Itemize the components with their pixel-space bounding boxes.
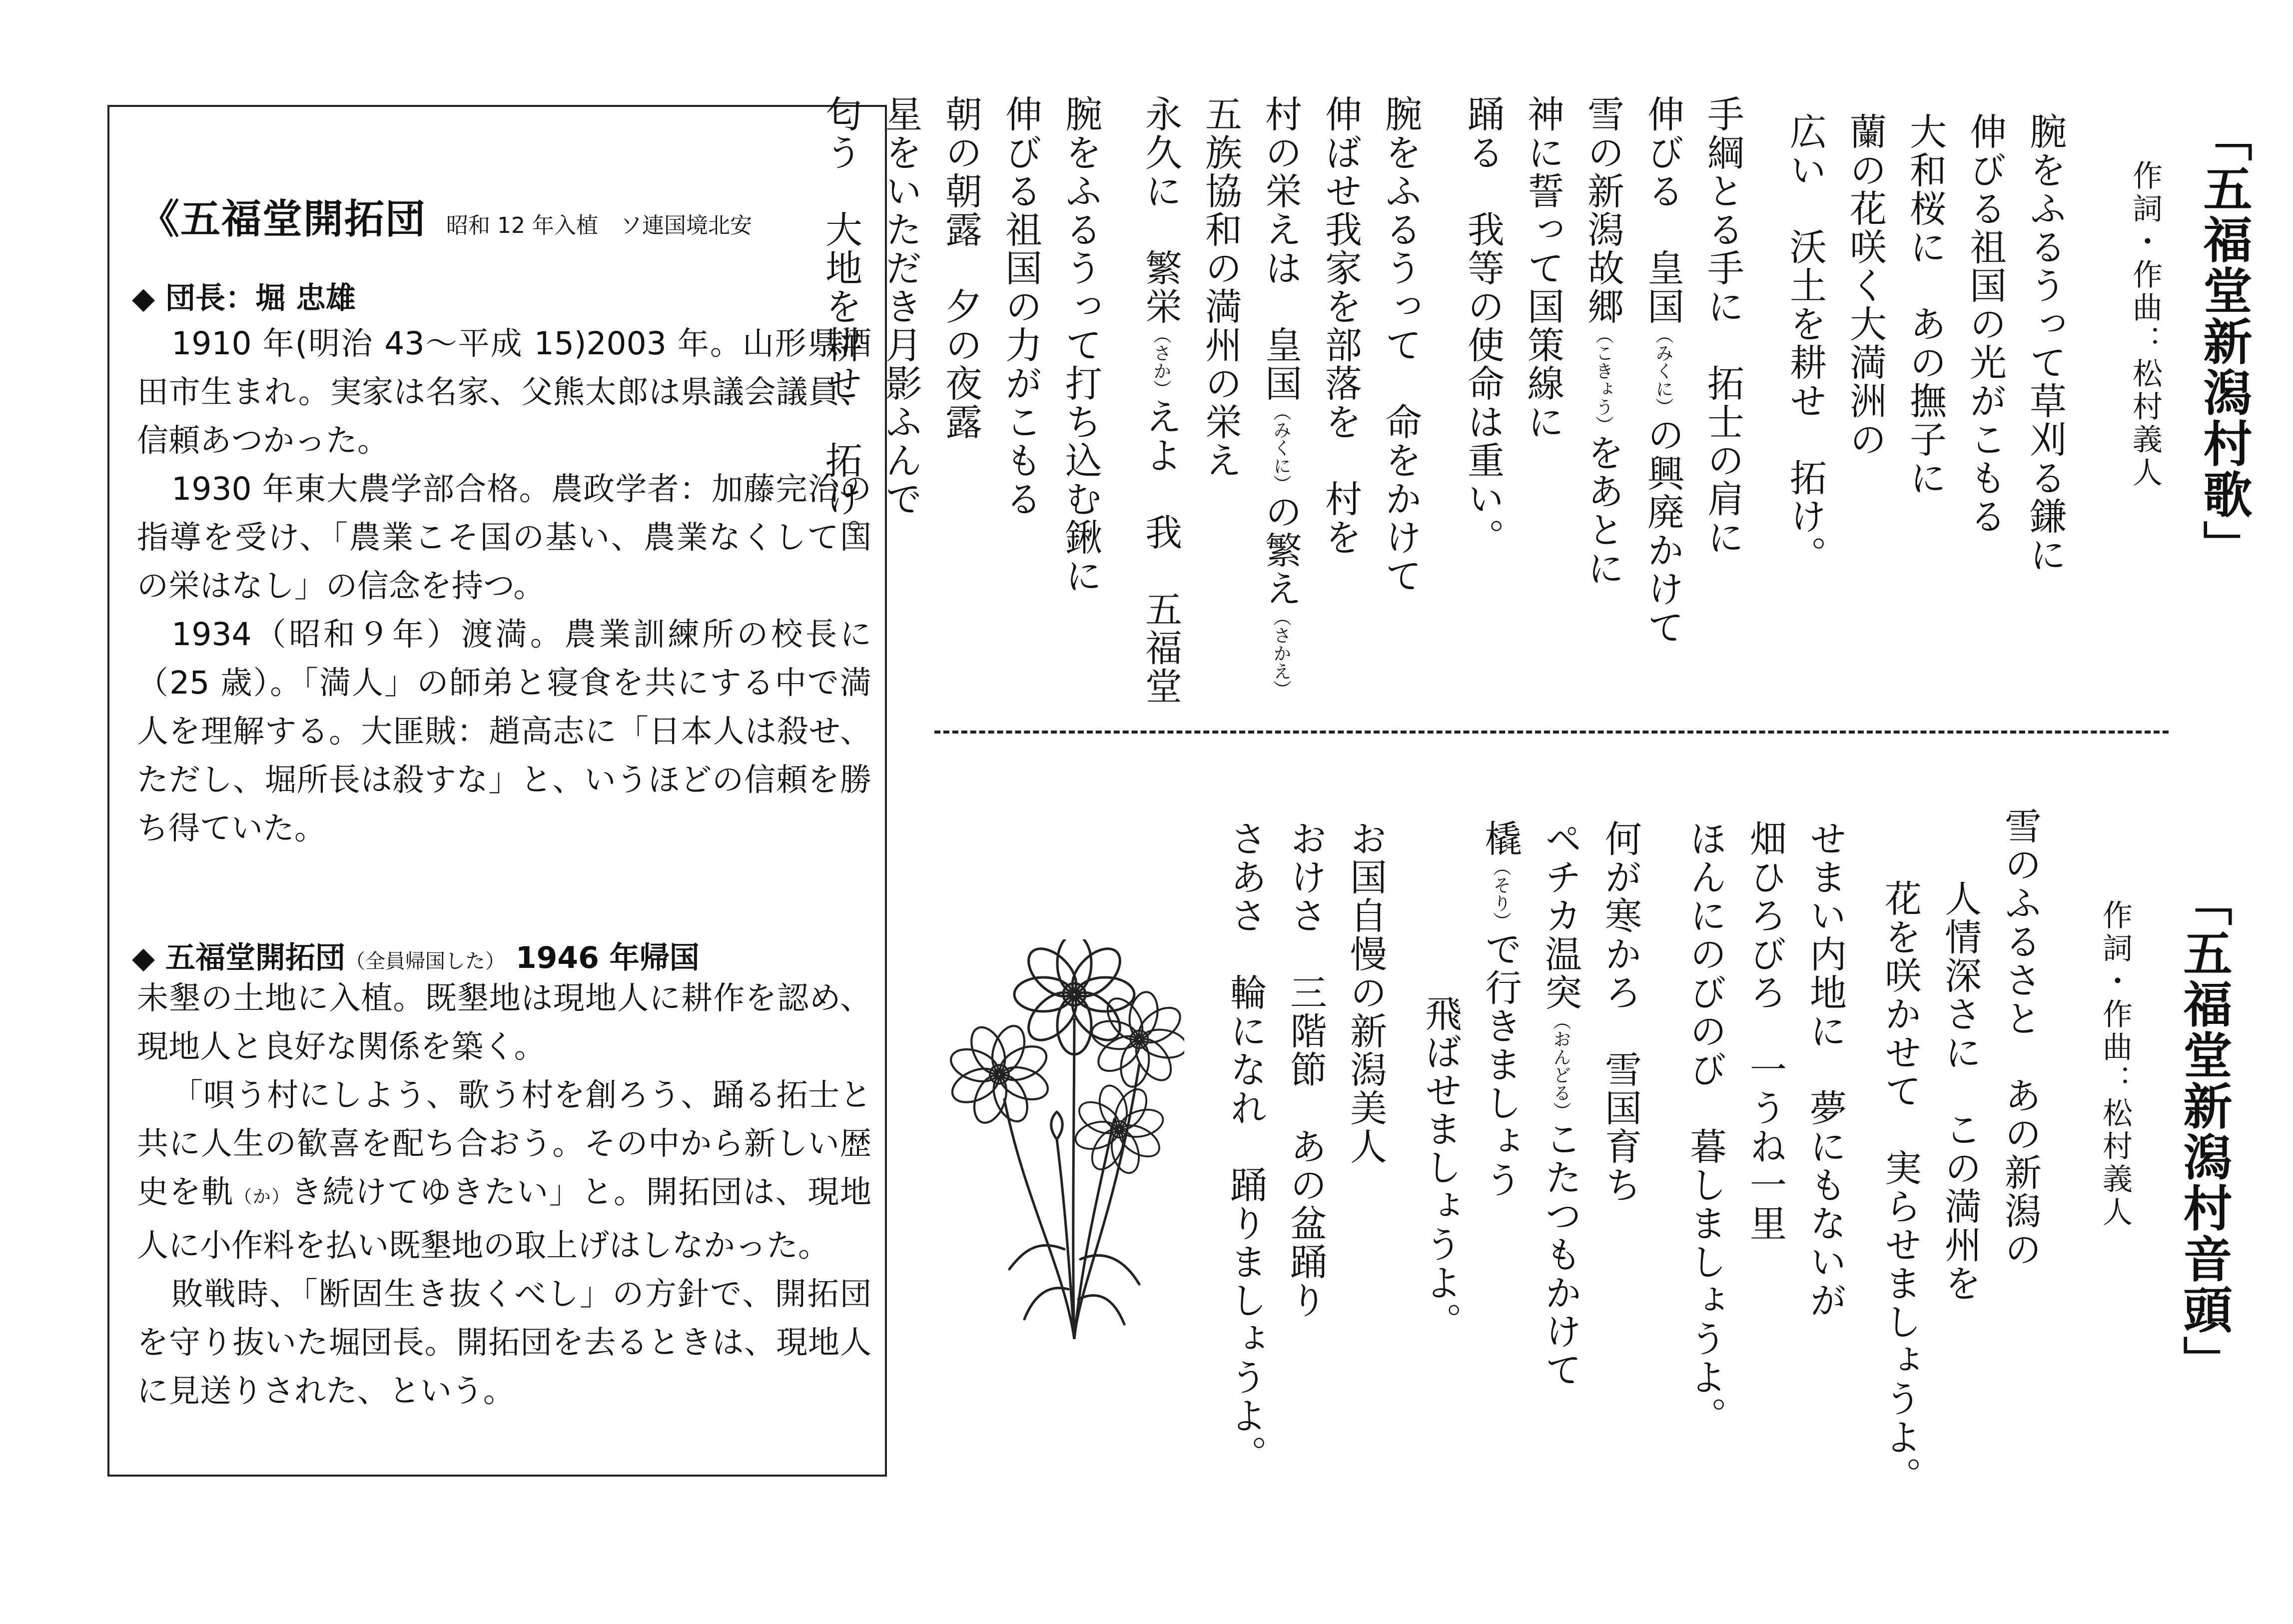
lyric-part: をあとに: [1581, 434, 1624, 588]
song2-verse2-line: 畑ひろびろ 一うね一里: [1744, 819, 1787, 1243]
song1-verse4-line: 匂う 大地を耕せ 拓け。: [819, 95, 862, 557]
song1-verse3-line: [1254, 95, 1307, 698]
lyric-part: えよ 我 五福堂: [1139, 398, 1182, 706]
song1-verse1-line: 大和桜に あの撫子に: [1904, 112, 1947, 497]
group-paragraph-part: き続けてゆきたい」と。開拓団は、現地人に小作料を払い既墾地の取上げはしなかった。: [137, 1174, 872, 1264]
song2-verse3-line: [1534, 819, 1587, 1389]
group-paragraph: 敗戦時、「断固生き抜くべし」の方針で、開拓団を守り抜いた堀団長。開拓団を去るときは、現地人に見送りされた、という。: [137, 1276, 871, 1409]
group-heading-main: ◆ 五福堂開拓団: [132, 940, 346, 975]
lyric-part: の興廃かけて: [1641, 416, 1684, 647]
song1-verse2-line: 神に誓って国策線に: [1522, 95, 1564, 441]
song2-verse2-line: せまい内地に 夢にもないが: [1804, 819, 1847, 1320]
song1-verse3-line: 腕をふるうって 命をかけて: [1379, 95, 1422, 595]
cosmos-flower-icon: [949, 939, 1184, 1339]
song2-verse4-line: お国自慢の新潟美人: [1344, 819, 1387, 1166]
song2-verse1-line: 花を咲かせて 実らせましょうよ。: [1879, 879, 1922, 1495]
ruby-annotation: （そり）: [1491, 858, 1511, 930]
lyric-part: で行きましょう: [1479, 930, 1522, 1199]
lyric-part: 雪の新潟故郷: [1581, 95, 1624, 326]
box-header: [139, 187, 752, 244]
group-heading-note: （全員帰国した）: [345, 950, 506, 973]
song1-verse2-line: 踊る 我等の使命は重い。: [1462, 95, 1505, 557]
lyric-part: こたつもかけて: [1539, 1120, 1582, 1389]
section-leader-text: [137, 319, 871, 852]
box-subtitle: 昭和 12 年入植 ソ連国境北安: [446, 213, 752, 238]
ruby-annotation: （みくに）: [1653, 326, 1673, 416]
song1-verse1-line: 蘭の花咲く大満洲の: [1844, 112, 1887, 459]
song1-verse3-line: 五族協和の満州の栄え: [1199, 95, 1242, 480]
song2-verse3-line: 飛ばせましょうよ。: [1419, 994, 1462, 1341]
group-heading-year: 1946 年帰国: [515, 940, 700, 975]
leader-paragraph: 1934（昭和９年）渡満。農業訓練所の校長に（25 歳）。「満人」の師弟と寝食を共にする中で満人を理解する。大匪賊：趙高志に「日本人は殺せ、ただし、堀所長は殺すな」と、いうほどの信頼を勝ち得ていた。: [137, 616, 871, 846]
song1-verse4-line: 朝の朝露 夕の夜露: [939, 95, 982, 441]
song1-verse1-line: 伸びる祖国の光がこもる: [1964, 112, 2007, 536]
song1-verse3-line: 伸ばせ我家を部落を 村を: [1319, 95, 1362, 557]
leader-paragraph: 1930 年東大農学部合格。農政学者：加藤完治の指導を受け、「農業こそ国の基い、農業なくして国の栄はなし」の信念を持つ。: [137, 471, 871, 604]
group-paragraph: 未墾の土地に入植。既墾地は現地人に耕作を認め、現地人と良好な関係を築く。: [137, 980, 871, 1065]
group-paragraph: [137, 1071, 871, 1270]
ruby-annotation: （こきょう）: [1593, 326, 1613, 434]
song1-verse1-line: 腕をふるうって草刈る鎌に: [2024, 112, 2067, 574]
song2-author: 作詞・作曲：松村義人: [2098, 899, 2133, 1229]
ruby-annotation: （みくに）: [1271, 403, 1291, 493]
leader-paragraph: 1910 年(明治 43〜平成 15)2003 年。山形県酒田市生まれ。実家は名家、父熊太郎は県議会議員、信頼あつかった。: [137, 325, 871, 459]
song2-verse1-line: 人情深さに この満州を: [1939, 879, 1982, 1303]
song1-verse3-line: [1134, 95, 1187, 706]
section-leader-heading: ◆ 団長：堀 忠雄: [132, 281, 356, 316]
song2-verse3-line: [1474, 819, 1527, 1199]
lyric-part: の繁え: [1259, 493, 1302, 608]
ruby-annotation: （おんどる）: [1550, 1012, 1571, 1120]
song1-verse2-line: 手綱とる手に 拓士の肩に: [1701, 95, 1744, 557]
song2-verse4-line: さあさ 輪になれ 踊りましょうよ。: [1224, 819, 1267, 1474]
song1-verse4-line: 腕をふるうって打ち込む鍬に: [1059, 95, 1102, 595]
lyric-part: ペチカ温突: [1539, 819, 1582, 1012]
song2-verse4-line: おけさ 三階節 あの盆踊り: [1284, 819, 1327, 1320]
group-paragraph-part: 「唄う村にしよう、歌う村を創ろう、踊る拓士と共に人生の歓喜を配ち合おう。その中から新しい歴史を軌: [137, 1077, 871, 1210]
box-title: 《五福堂開拓団: [139, 196, 426, 242]
song2-title: 「五福堂新潟村音頭」: [2175, 877, 2232, 1387]
song2-verse3-line: 何が寒かろ 雪国育ち: [1599, 819, 1642, 1204]
lyric-part: 村の栄えは 皇国: [1259, 95, 1302, 403]
ruby-annotation: （さか）: [1151, 326, 1171, 398]
info-box: [107, 105, 887, 1477]
song2-verse2-line: ほんにのびのび 暮しましょうよ。: [1684, 819, 1727, 1435]
lyric-part: 橇: [1479, 819, 1522, 858]
section-group-text: [137, 974, 871, 1415]
section-group-heading: [132, 934, 700, 977]
song1-verse4-line: 星をいただき月影ふんで: [879, 95, 922, 518]
section-divider: [934, 731, 2169, 734]
ruby-annotation: （か）: [234, 1187, 291, 1207]
song2-verse1-line: 雪のふるさと あの新潟の: [1999, 807, 2042, 1269]
song1-verse2-line: [1576, 95, 1629, 588]
song1-verse4-line: 伸びる祖国の力がこもる: [999, 95, 1042, 518]
song1-verse2-line: [1636, 95, 1689, 647]
song1-author: 作詞・作曲：松村義人: [2128, 160, 2163, 490]
lyric-part: 伸びる 皇国: [1641, 95, 1684, 326]
song1-title: 「五福堂新潟村歌」: [2195, 112, 2252, 571]
song1-verse1-line: 広い 沃土を耕せ 拓け。: [1784, 112, 1827, 574]
ruby-annotation: （さかえ）: [1271, 608, 1291, 698]
lyric-part: 永久に 繁栄: [1139, 95, 1182, 326]
